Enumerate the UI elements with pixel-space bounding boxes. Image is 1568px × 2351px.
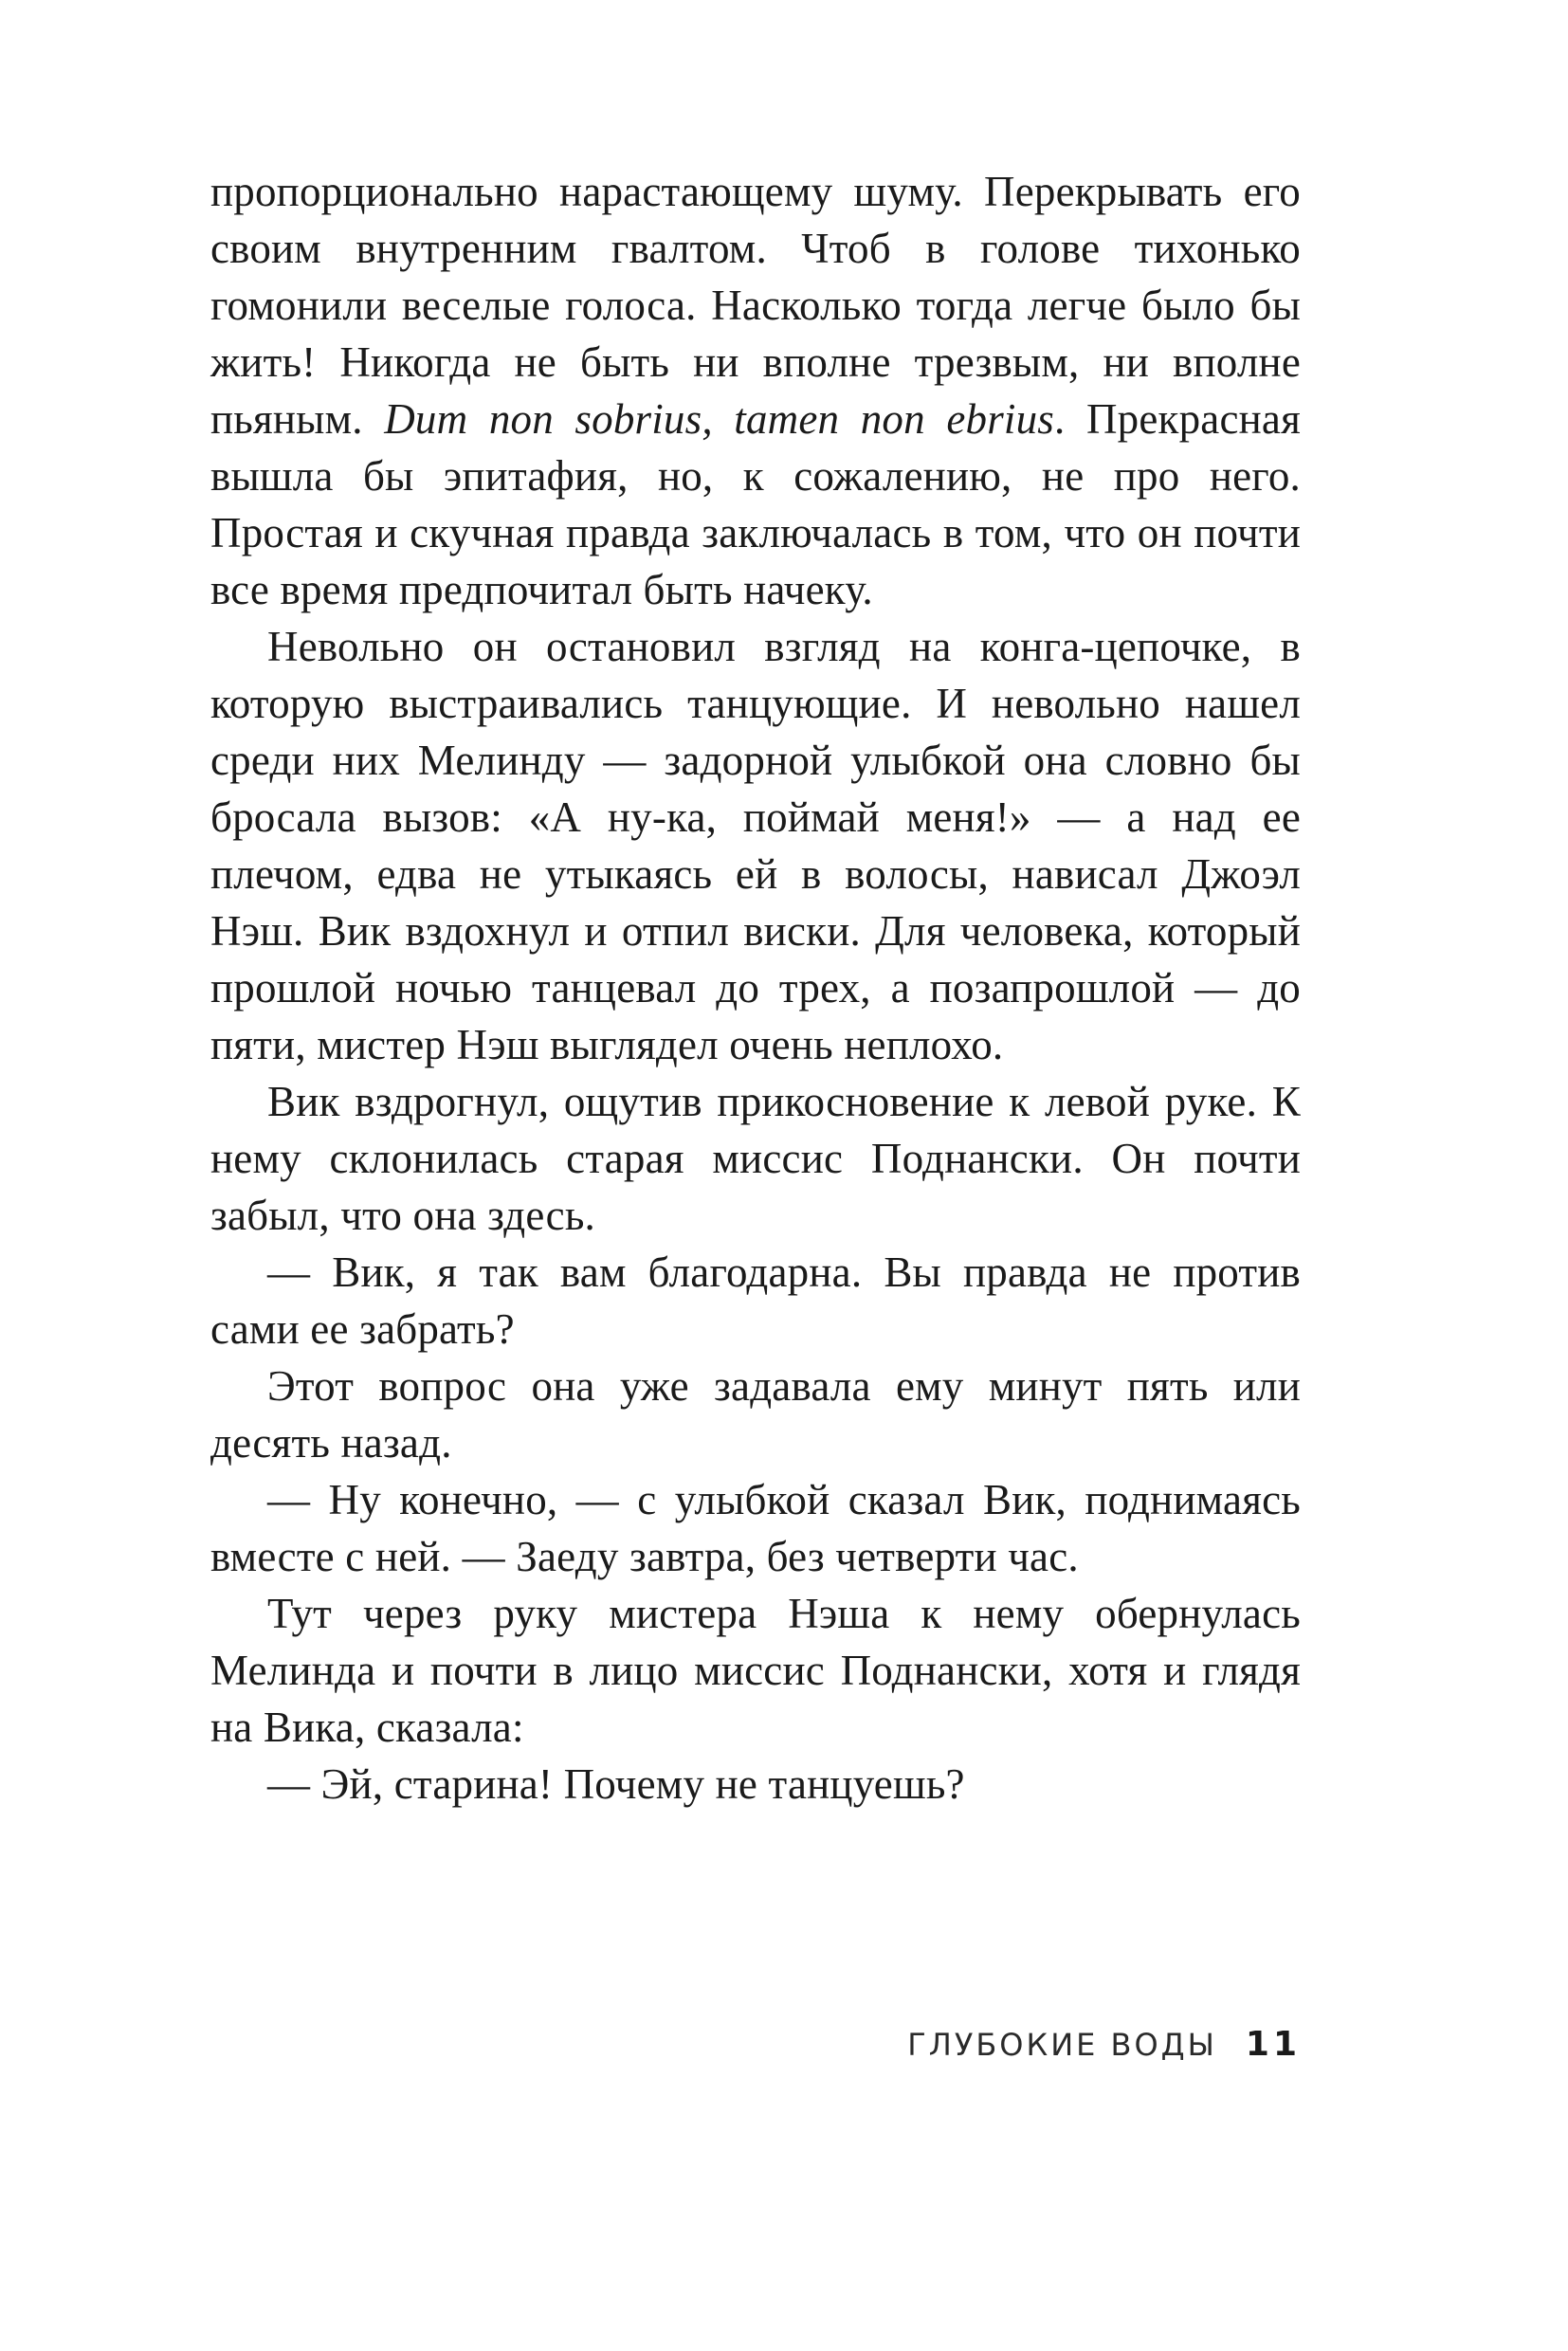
body-text <box>210 163 1301 1813</box>
text-run: пропорционально нарастающему шуму. Перекрывать его своим внутренним гвалтом. Чтоб в голове тихонько гомонили веселые голоса. Насколько тогда легче было бы жить! Никогда не быть ни вполне трезвым, ни вполне пьяным. <box>210 168 1301 443</box>
page-number: 11 <box>1245 2025 1301 2064</box>
paragraph <box>210 1244 1301 1358</box>
paragraph <box>210 1756 1301 1813</box>
italic-phrase: Dum non sobrius, tamen non ebrius <box>384 395 1055 443</box>
text-run: — Вик, я так вам благодарна. Вы правда не против сами ее забрать? <box>210 1248 1301 1353</box>
paragraph <box>210 163 1301 618</box>
paragraph <box>210 618 1301 1073</box>
text-run: Тут через руку мистера Нэша к нему обернулась Мелинда и почти в лицо миссис Поднански, хотя и глядя на Вика, сказала: <box>210 1590 1301 1751</box>
text-run: Вик вздрогнул, ощутив прикосновение к левой руке. К нему склонилась старая миссис Поднански. Он почти забыл, что она здесь. <box>210 1078 1301 1239</box>
paragraph <box>210 1358 1301 1471</box>
text-run: Невольно он остановил взгляд на конга-цепочке, в которую выстраивались танцующие. И невольно нашел среди них Мелинду — задорной улыбкой она словно бы бросала вызов: «А ну-ка, поймай меня!» — а над ее плечом, едва не утыкаясь ей в волосы, нависал Джоэл Нэш. Вик вздохнул и отпил виски. Для человека, который прошлой ночью танцевал до трех, а позапрошлой — до пяти, мистер Нэш выглядел очень неплохо. <box>210 623 1301 1068</box>
paragraph <box>210 1471 1301 1585</box>
paragraph <box>210 1585 1301 1756</box>
paragraph <box>210 1073 1301 1244</box>
running-title: ГЛУБОКИЕ ВОДЫ <box>907 2027 1217 2063</box>
text-run: — Эй, старина! Почему не танцуешь? <box>267 1760 965 1808</box>
text-run: Этот вопрос она уже задавала ему минут пять или десять назад. <box>210 1362 1301 1467</box>
text-run: — Ну конечно, — с улыбкой сказал Вик, поднимаясь вместе с ней. — Заеду завтра, без четверти час. <box>210 1476 1301 1580</box>
page-footer <box>907 2025 1301 2064</box>
text-run: . Прекрасная вышла бы эпитафия, но, к сожалению, не про него. Простая и скучная правда заключалась в том, что он почти все время предпочитал быть начеку. <box>210 395 1302 613</box>
